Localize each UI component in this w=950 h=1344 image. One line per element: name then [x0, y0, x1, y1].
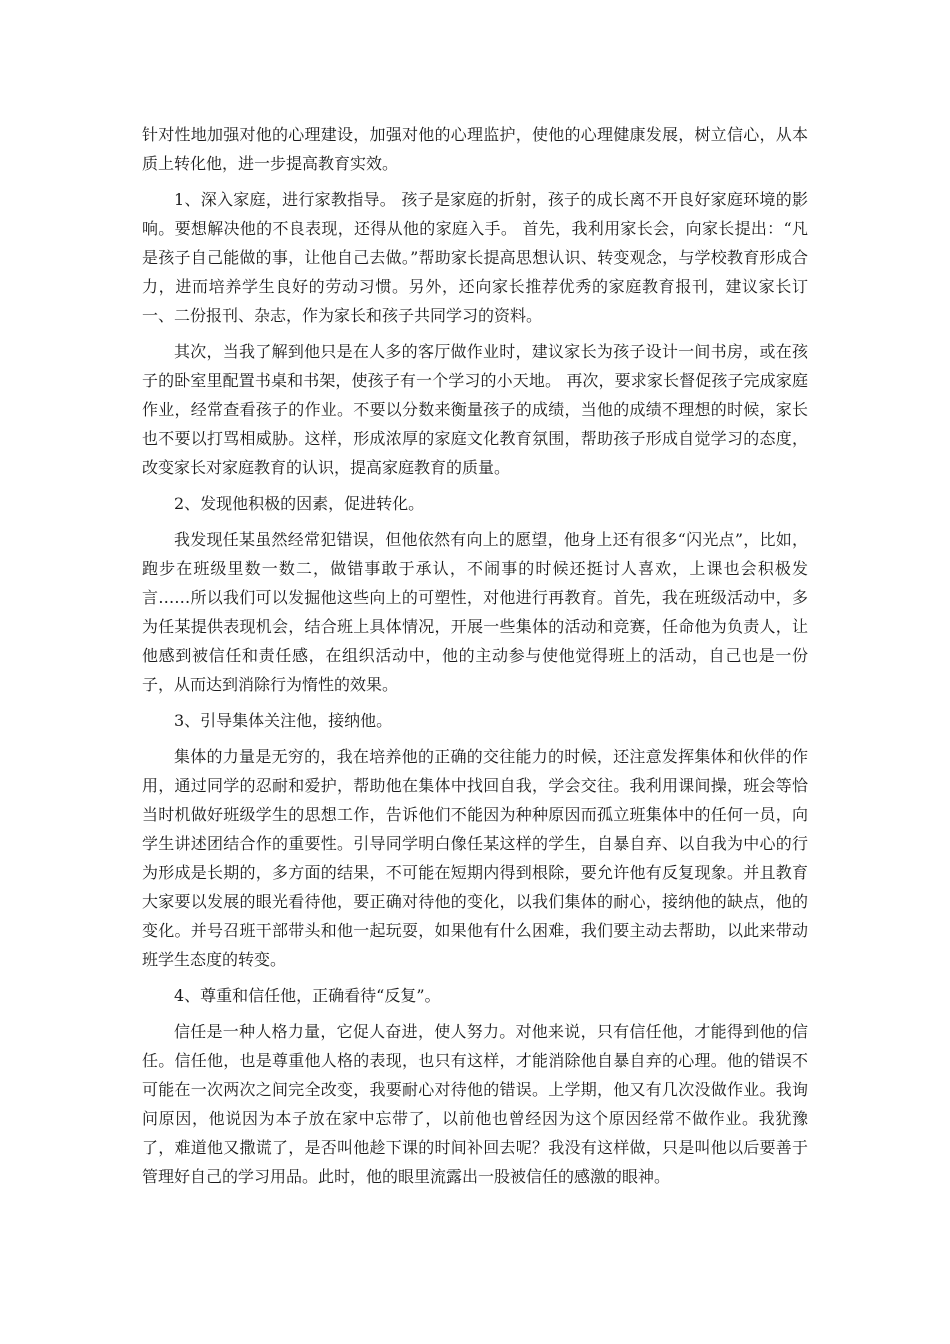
document-page — [142, 120, 808, 1191]
paragraph-bright-spots: 我发现任某虽然经常犯错误，但他依然有向上的愿望，他身上还有很多“闪光点”，比如，跑步在班级里数一数二，做错事敢于承认，不闹事的时候还挺讨人喜欢，上课也会积极发言……所以我们可以发掘他这些向上的可塑性，对他进行再教育。首先，我在班级活动中，多为任某提供表现机会，结合班上具体情况，开展一些集体的活动和竞赛，任命他为负责人，让他感到被信任和责任感，在组织活动中，他的主动参与使他觉得班上的活动，自己也是一份子，从而达到消除行为惰性的效果。 — [142, 530, 808, 694]
heading-section-3: 3、引导集体关注他，接纳他。 — [174, 711, 393, 730]
paragraph-intro: 针对性地加强对他的心理建设，加强对他的心理监护，使他的心理健康发展，树立信心，从本质上转化他，进一步提高教育实效。 — [142, 125, 808, 173]
paragraph-collective: 集体的力量是无穷的，我在培养他的正确的交往能力的时候，还注意发挥集体和伙伴的作用，通过同学的忍耐和爱护，帮助他在集体中找回自我，学会交往。我利用课间操，班会等恰当时机做好班级学生的思想工作，告诉他们不能因为种种原因而孤立班集体中的任何一员，向学生讲述团结合作的重要性。引导同学明白像任某这样的学生，自暴自弃、以自我为中心的行为形成是长期的，多方面的结果，不可能在短期内得到根除，要允许他有反复现象。并且教育大家要以发展的眼光看待他，要正确对待他的变化，以我们集体的耐心，接纳他的缺点，他的变化。并号召班干部带头和他一起玩耍，如果他有什么困难，我们要主动去帮助，以此来带动班学生态度的转变。 — [142, 747, 808, 969]
paragraph-study-room: 其次，当我了解到他只是在人多的客厅做作业时，建议家长为孩子设计一间书房，或在孩子的卧室里配置书桌和书架，使孩子有一个学习的小天地。 再次，要求家长督促孩子完成家庭作业，经常查看孩子的作业。不要以分数来衡量孩子的成绩，当他的成绩不理想的时候，家长也不要以打骂相威胁。这样，形成浓厚的家庭文化教育氛围，帮助孩子形成自觉学习的态度，改变家长对家庭教育的认识，提高家庭教育的质量。 — [142, 342, 808, 477]
paragraph-trust: 信任是一种人格力量，它促人奋进，使人努力。对他来说，只有信任他，才能得到他的信任。信任他，也是尊重他人格的表现，也只有这样，才能消除他自暴自弃的心理。他的错误不可能在一次两次之间完全改变，我要耐心对待他的错误。上学期，他又有几次没做作业。我询问原因，他说因为本子放在家中忘带了，以前他也曾经因为这个原因经常不做作业。我犹豫了，难道他又撒谎了，是否叫他趁下课的时间补回去呢？我没有这样做，只是叫他以后要善于管理好自己的学习用品。此时，他的眼里流露出一股被信任的感激的眼神。 — [142, 1022, 808, 1186]
heading-section-4: 4、尊重和信任他，正确看待“反复”。 — [174, 986, 441, 1005]
paragraph-section-1: 1、深入家庭，进行家教指导。 孩子是家庭的折射，孩子的成长离不开良好家庭环境的影响。要想解决他的不良表现，还得从他的家庭入手。 首先，我利用家长会，向家长提出：“凡是孩子自己能做的事，让他自己去做。”帮助家长提高思想认识、转变观念，与学校教育形成合力，进而培养学生良好的劳动习惯。另外，还向家长推荐优秀的家庭教育报刊，建议家长订一、二份报刊、杂志，作为家长和孩子共同学习的资料。 — [142, 190, 808, 325]
heading-section-2: 2、发现他积极的因素，促进转化。 — [174, 494, 425, 513]
